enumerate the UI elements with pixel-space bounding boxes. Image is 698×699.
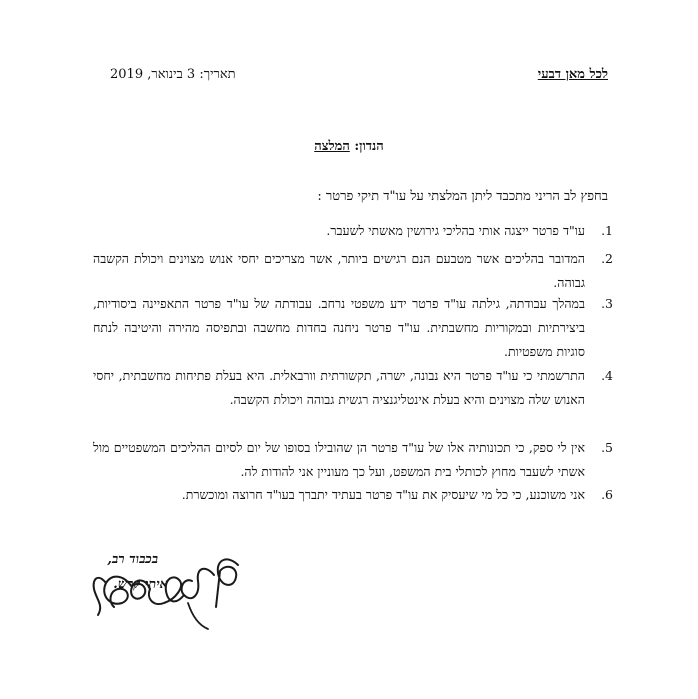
- subject-line: [0, 139, 698, 155]
- letter-date: תאריך: 3 בינואר, 2019: [110, 67, 236, 82]
- item-number: 5.: [601, 440, 613, 455]
- intro-paragraph: בחפץ לב הריני מתכבד ליתן המלצתי על עו"ד תיקי פרטר :: [317, 189, 608, 204]
- item-text: אין לי ספק, כי תכונותיה אלו של עו"ד פרטר הן שהובילו בסופו של יום לסיום ההליכים המשפטיים מול אשתי לשעבר מחוץ לכותלי בית המשפט, ועל כך מעוניין אני להודות לה.: [93, 440, 585, 479]
- subject-prefix: הנדון:: [349, 139, 384, 154]
- list-item: [93, 292, 613, 364]
- signer-name: איתי קרש.: [113, 577, 168, 592]
- closing-greeting: בכבוד רב,: [107, 552, 158, 567]
- list-item: [93, 364, 613, 412]
- item-text: אני משוכנע, כי כל מי שיעסיק את עו"ד פרטר בעתיד יתברך בעו"ד חרוצה ומוכשרת.: [181, 487, 585, 502]
- item-text: עו"ד פרטר ייצגה אותי בהליכי גירושין מאשתי לשעבר.: [326, 223, 585, 238]
- item-text: המדובר בהליכים אשר מטבעם הנם רגישים ביותר, אשר מצריכים יחסי אנוש מצוינים ויכולת הקשבה גבוהה.: [93, 251, 585, 290]
- subject-title: המלצה: [314, 139, 350, 154]
- list-item: [93, 483, 613, 507]
- item-number: 1.: [601, 223, 613, 238]
- item-number: 2.: [601, 251, 613, 266]
- list-item: [93, 219, 613, 243]
- list-item: [93, 247, 613, 295]
- addressee: לכל מאן דבעי: [537, 67, 608, 82]
- item-text: התרשמתי כי עו"ד פרטר היא נבונה, ישרה, תקשורתית וורבאלית. היא בעלת פתיחות מחשבתית, יחסי האנוש שלה מצוינים והיא בעלת אינטליגנציה רגשית גבוהה ויכולת הקשבה.: [93, 368, 585, 407]
- item-text: במהלך עבודתה, גילתה עו"ד פרטר ידע משפטי נרחב. עבודתה של עו"ד פרטר התאפיינה ביסודיות, ביצירתיות ובמקוריות מחשבתית. עו"ד פרטר ניחנה בחדות מחשבה ובתפיסה מהירה והיטיבה לנתח סוגיות משפטיות.: [93, 296, 585, 359]
- item-number: 6.: [601, 487, 613, 502]
- item-number: 4.: [601, 368, 613, 383]
- list-item: [93, 436, 613, 484]
- item-number: 3.: [601, 296, 613, 311]
- handwritten-signature: [88, 545, 248, 635]
